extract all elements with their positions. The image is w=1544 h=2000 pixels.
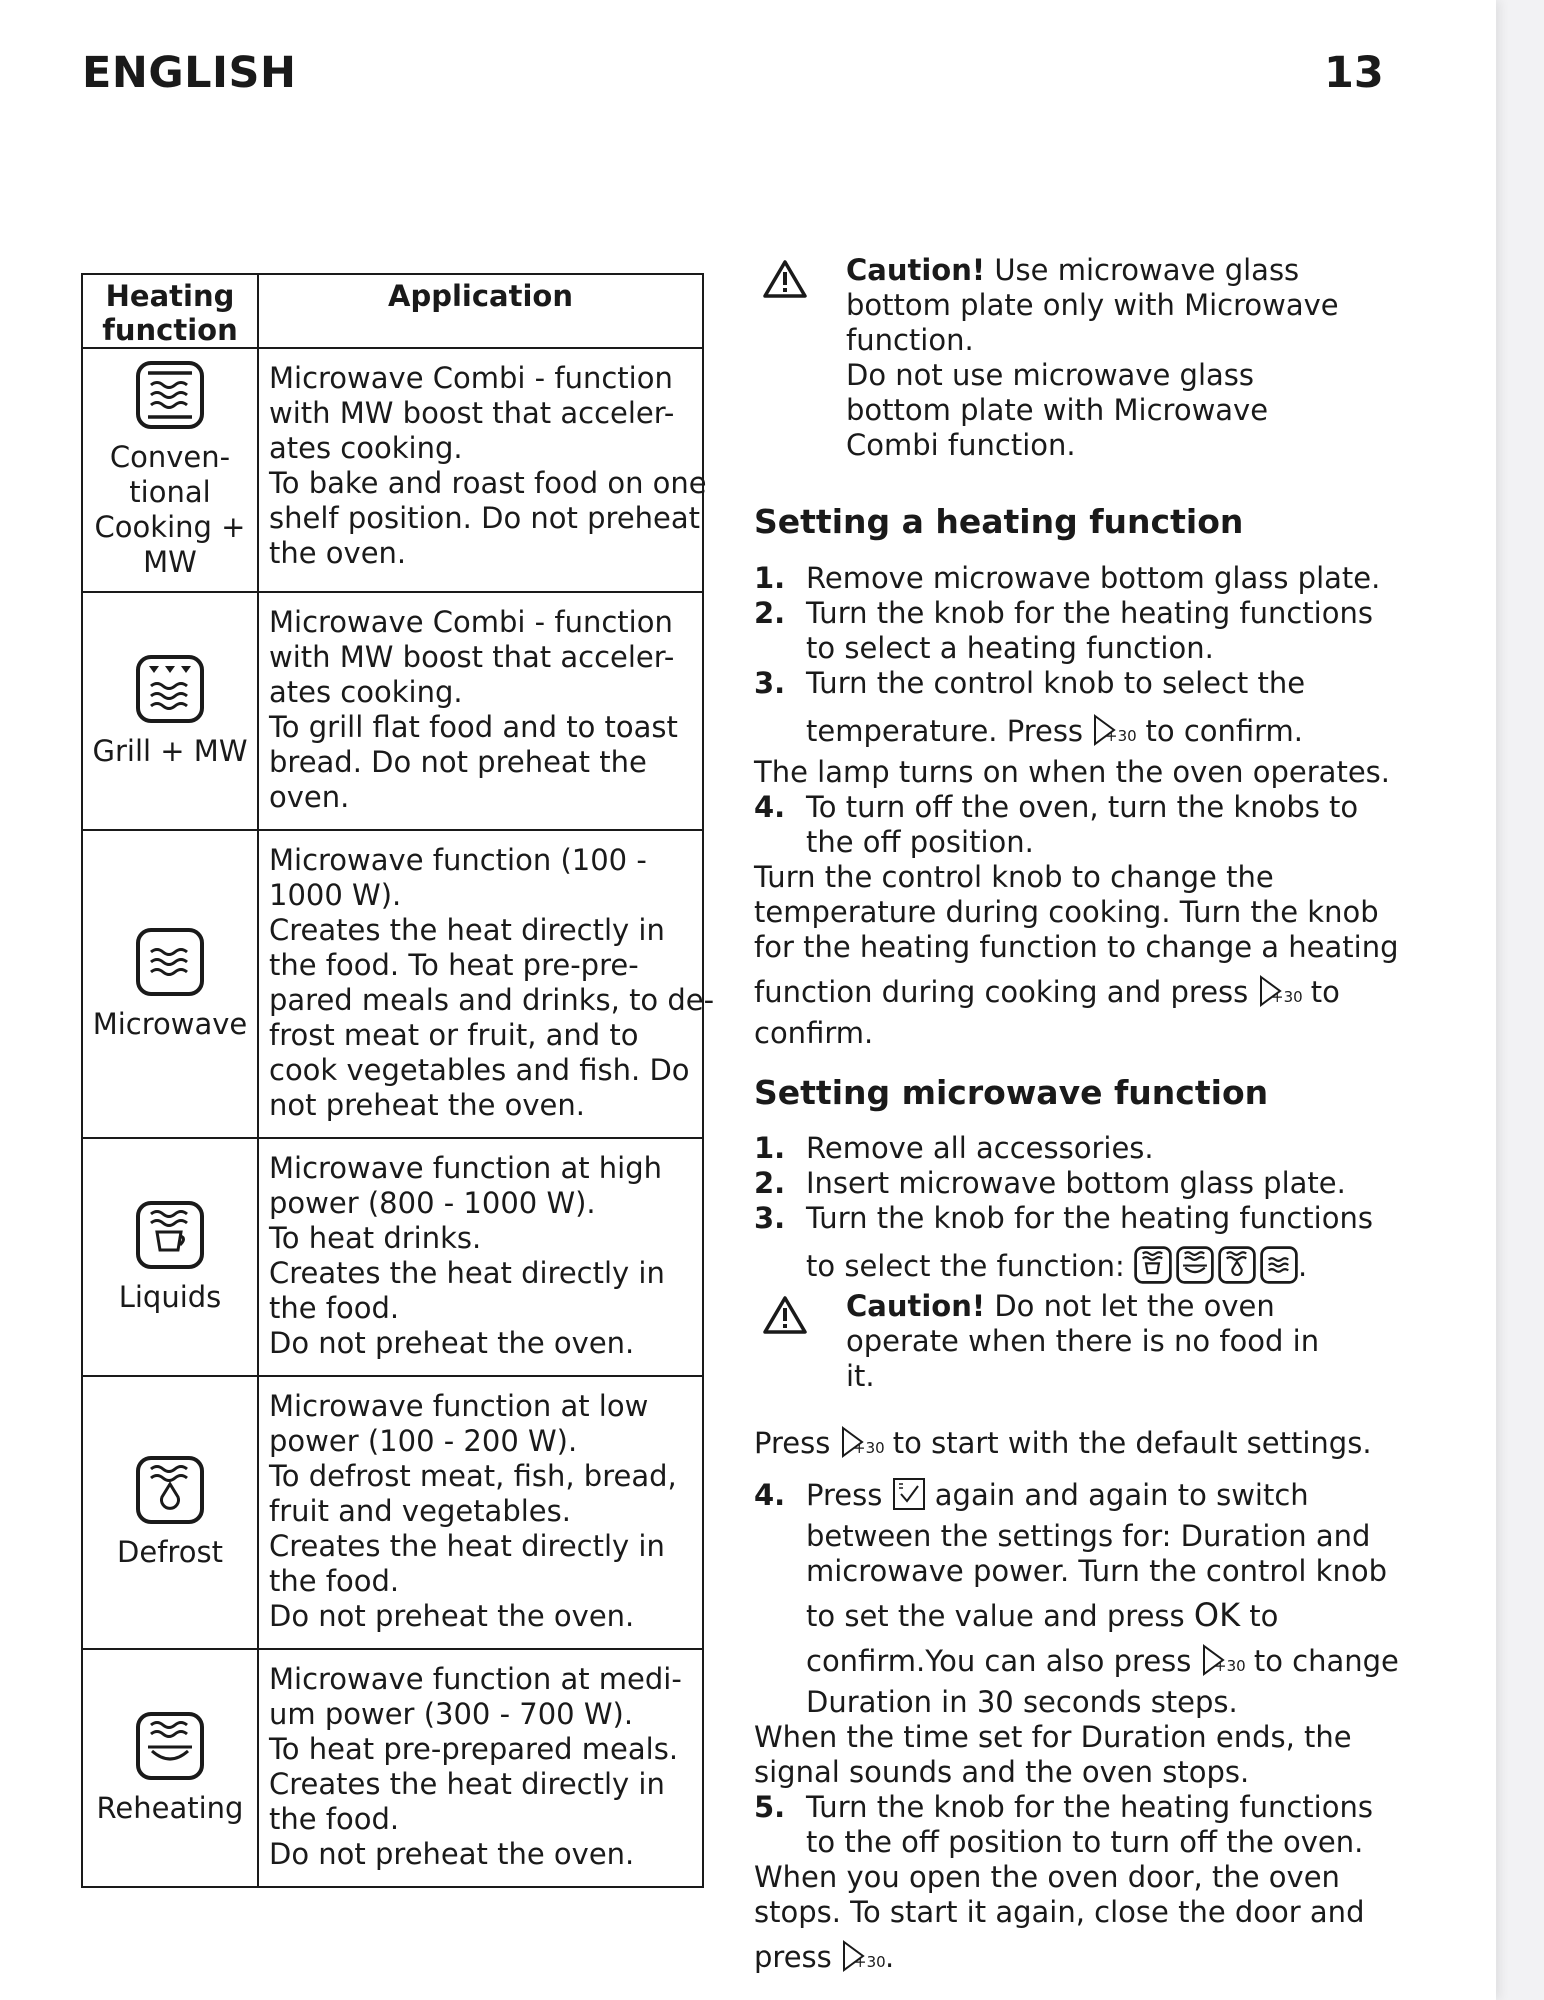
header-application: Application [258,274,703,348]
grill-microwave-icon [135,654,205,724]
liquids-icon [1134,1246,1172,1284]
svg-text:+30: +30 [853,1953,885,1971]
svg-text:+30: +30 [1213,1657,1245,1675]
start-plus30-icon [840,1425,884,1467]
svg-text:+30: +30 [1270,988,1302,1006]
microwave-function-icons [1134,1246,1298,1284]
function-cell: Defrost [82,1376,258,1649]
conventional-microwave-icon [135,360,205,430]
warning-triangle-icon [762,1295,808,1335]
liquids-icon [135,1200,205,1270]
microwave-icon [135,927,205,997]
table-header-row [82,274,703,348]
defrost-icon [1218,1246,1256,1284]
table-row [82,1649,703,1887]
heating-function-steps: 1. Remove microwave bottom glass plate. 2. Turn the knob for the heating functions to select a heating function. 3. Turn the control knob to select the temperature. Press +30 to confirm. The lamp turns on when the oven operates. 4. To turn off the oven, turn the knobs to the off position. Turn the control knob to change the temperature during cooking. Turn the knob for the heating function to change a heating function during cooking and press +30 to confirm. [754,561,1399,1050]
table-row [82,1138,703,1376]
application-cell: Microwave function (100 - 1000 W). Creates the heat directly in the food. To heat pre-pre- pared meals and drinks, to de- frost meat or fruit, and to cook vegetables and fish. Do not preheat the oven. [258,830,703,1138]
reheating-icon [1176,1246,1214,1284]
application-cell: Microwave Combi - function with MW boost that acceler- ates cooking. To bake and roast food on one shelf position. Do not preheat the oven. [258,348,703,592]
manual-page: ENGLISH 13 Heating function Application Conven- tional Cooking + MW Microwave Combi - function with MW boost that acceler- ates cooking. To bake and roast food on one shelf position. Do not preheat the oven. Grill + MW Microwave Combi - function with MW boost that acceler- ates cooking. To grill flat food and to toast bread. Do not preheat the oven. Microwave Microwave function (100 - 1000 W). Creates the heat directly in the food. To heat pre-pre- pared meals and drinks, to de- frost meat or fruit, and to cook vegetables and fish. Do not preheat the oven. Liquids Microwave function at high power (800 - 1000 W). To heat drinks. Creates the heat directly in the food. Do not preheat the oven. Defrost Microwave function at low power (100 - 200 W). To defrost meat, fish, bread, fruit and vegetables. Creates the heat directly in the food. Do not preheat the oven. Reheating Microwave function at medi- um power (300 - 700 W). To heat pre-prepared meals. Creates the heat directly in the food. Do not preheat the oven. Caution! Use microwave glass bottom plate only with Microwave function. Do not use microwave glass bottom plate with Microwave Combi function. Setting a heating function 1. Remove microwave bottom glass plate. 2. Turn the knob for the heating functions to select a heating function. 3. Turn the control knob to select the temperature. Press +30 to confirm. The lamp turns on when the oven operates. 4. To turn off the oven, turn the knobs to the off position. Turn the control knob to change the temperature during cooking. Turn the knob for the heating function to change a heating function during cooking and press +30 to confirm. Setting microwave function 1. Remove all accessories. 2. Insert microwave bottom glass plate. 3. Turn the knob for the heating functions to select the function: . Caution! Do not let the oven operate when there is no food in it. Press +30 to start with the default settings. 4. Press again and again to switch between the settings for: Duration and microwave power. Turn the control knob to set the value and press OK to confirm.You can also press +30 to change Duration in 30 seconds steps. When the time set for Duration ends, the signal sounds and the oven stops. 5. Turn the knob for the heating functions to the off position to turn off the oven. When you open the oven door, the oven stops. To start it again, close the door and press +30 . [0,0,1496,2000]
microwave-function-steps-b: Press +30 to start with the default settings. 4. Press again and again to switch between the settings for: Duration and microwave power. Turn the control knob to set the value and press OK to confirm.You can also press +30 to change Duration in 30 seconds steps. When the time set for Duration ends, the signal sounds and the oven stops. 5. Turn the knob for the heating functions to the off position to turn off the oven. When you open the oven door, the oven stops. To start it again, close the door and press +30 . [754,1425,1399,1981]
language-header: ENGLISH [82,48,297,98]
section-title-microwave-function: Setting microwave function [754,1073,1269,1112]
function-cell: Grill + MW [82,592,258,830]
function-cell: Microwave [82,830,258,1138]
table-row [82,348,703,592]
function-cell: Liquids [82,1138,258,1376]
warning-triangle-icon [762,259,808,299]
svg-text:+30: +30 [852,1439,884,1457]
table-row [82,830,703,1138]
microwave-function-steps-a: 1. Remove all accessories. 2. Insert microwave bottom glass plate. 3. Turn the knob for the heating functions to select the function: . [754,1131,1373,1283]
function-cell: Conven- tional Cooking + MW [82,348,258,592]
page-number: 13 [1324,48,1384,98]
reheating-icon [135,1711,205,1781]
header-heating-function: Heating function [82,274,258,348]
microwave-icon [1260,1246,1298,1284]
ok-symbol: OK [1193,1596,1241,1634]
start-plus30-icon [1092,713,1136,755]
start-plus30-icon [841,1939,885,1981]
heating-function-table [81,273,715,1888]
application-cell: Microwave Combi - function with MW boost that acceler- ates cooking. To grill flat food and to toast bread. Do not preheat the oven. [258,592,703,830]
svg-text:+30: +30 [1105,727,1137,745]
checkbox-icon [892,1477,926,1519]
start-plus30-icon [1201,1643,1245,1685]
start-plus30-icon [1258,974,1302,1016]
section-title-heating-function: Setting a heating function [754,502,1244,541]
application-cell: Microwave function at high power (800 - 1000 W). To heat drinks. Creates the heat directly in the food. Do not preheat the oven. [258,1138,703,1376]
table-row [82,1376,703,1649]
application-cell: Microwave function at low power (100 - 200 W). To defrost meat, fish, bread, fruit and vegetables. Creates the heat directly in the food. Do not preheat the oven. [258,1376,703,1649]
defrost-icon [135,1455,205,1525]
function-cell: Reheating [82,1649,258,1887]
application-cell: Microwave function at medi- um power (300 - 700 W). To heat pre-prepared meals. Creates the heat directly in the food. Do not preheat the oven. [258,1649,703,1887]
table-row [82,592,703,830]
